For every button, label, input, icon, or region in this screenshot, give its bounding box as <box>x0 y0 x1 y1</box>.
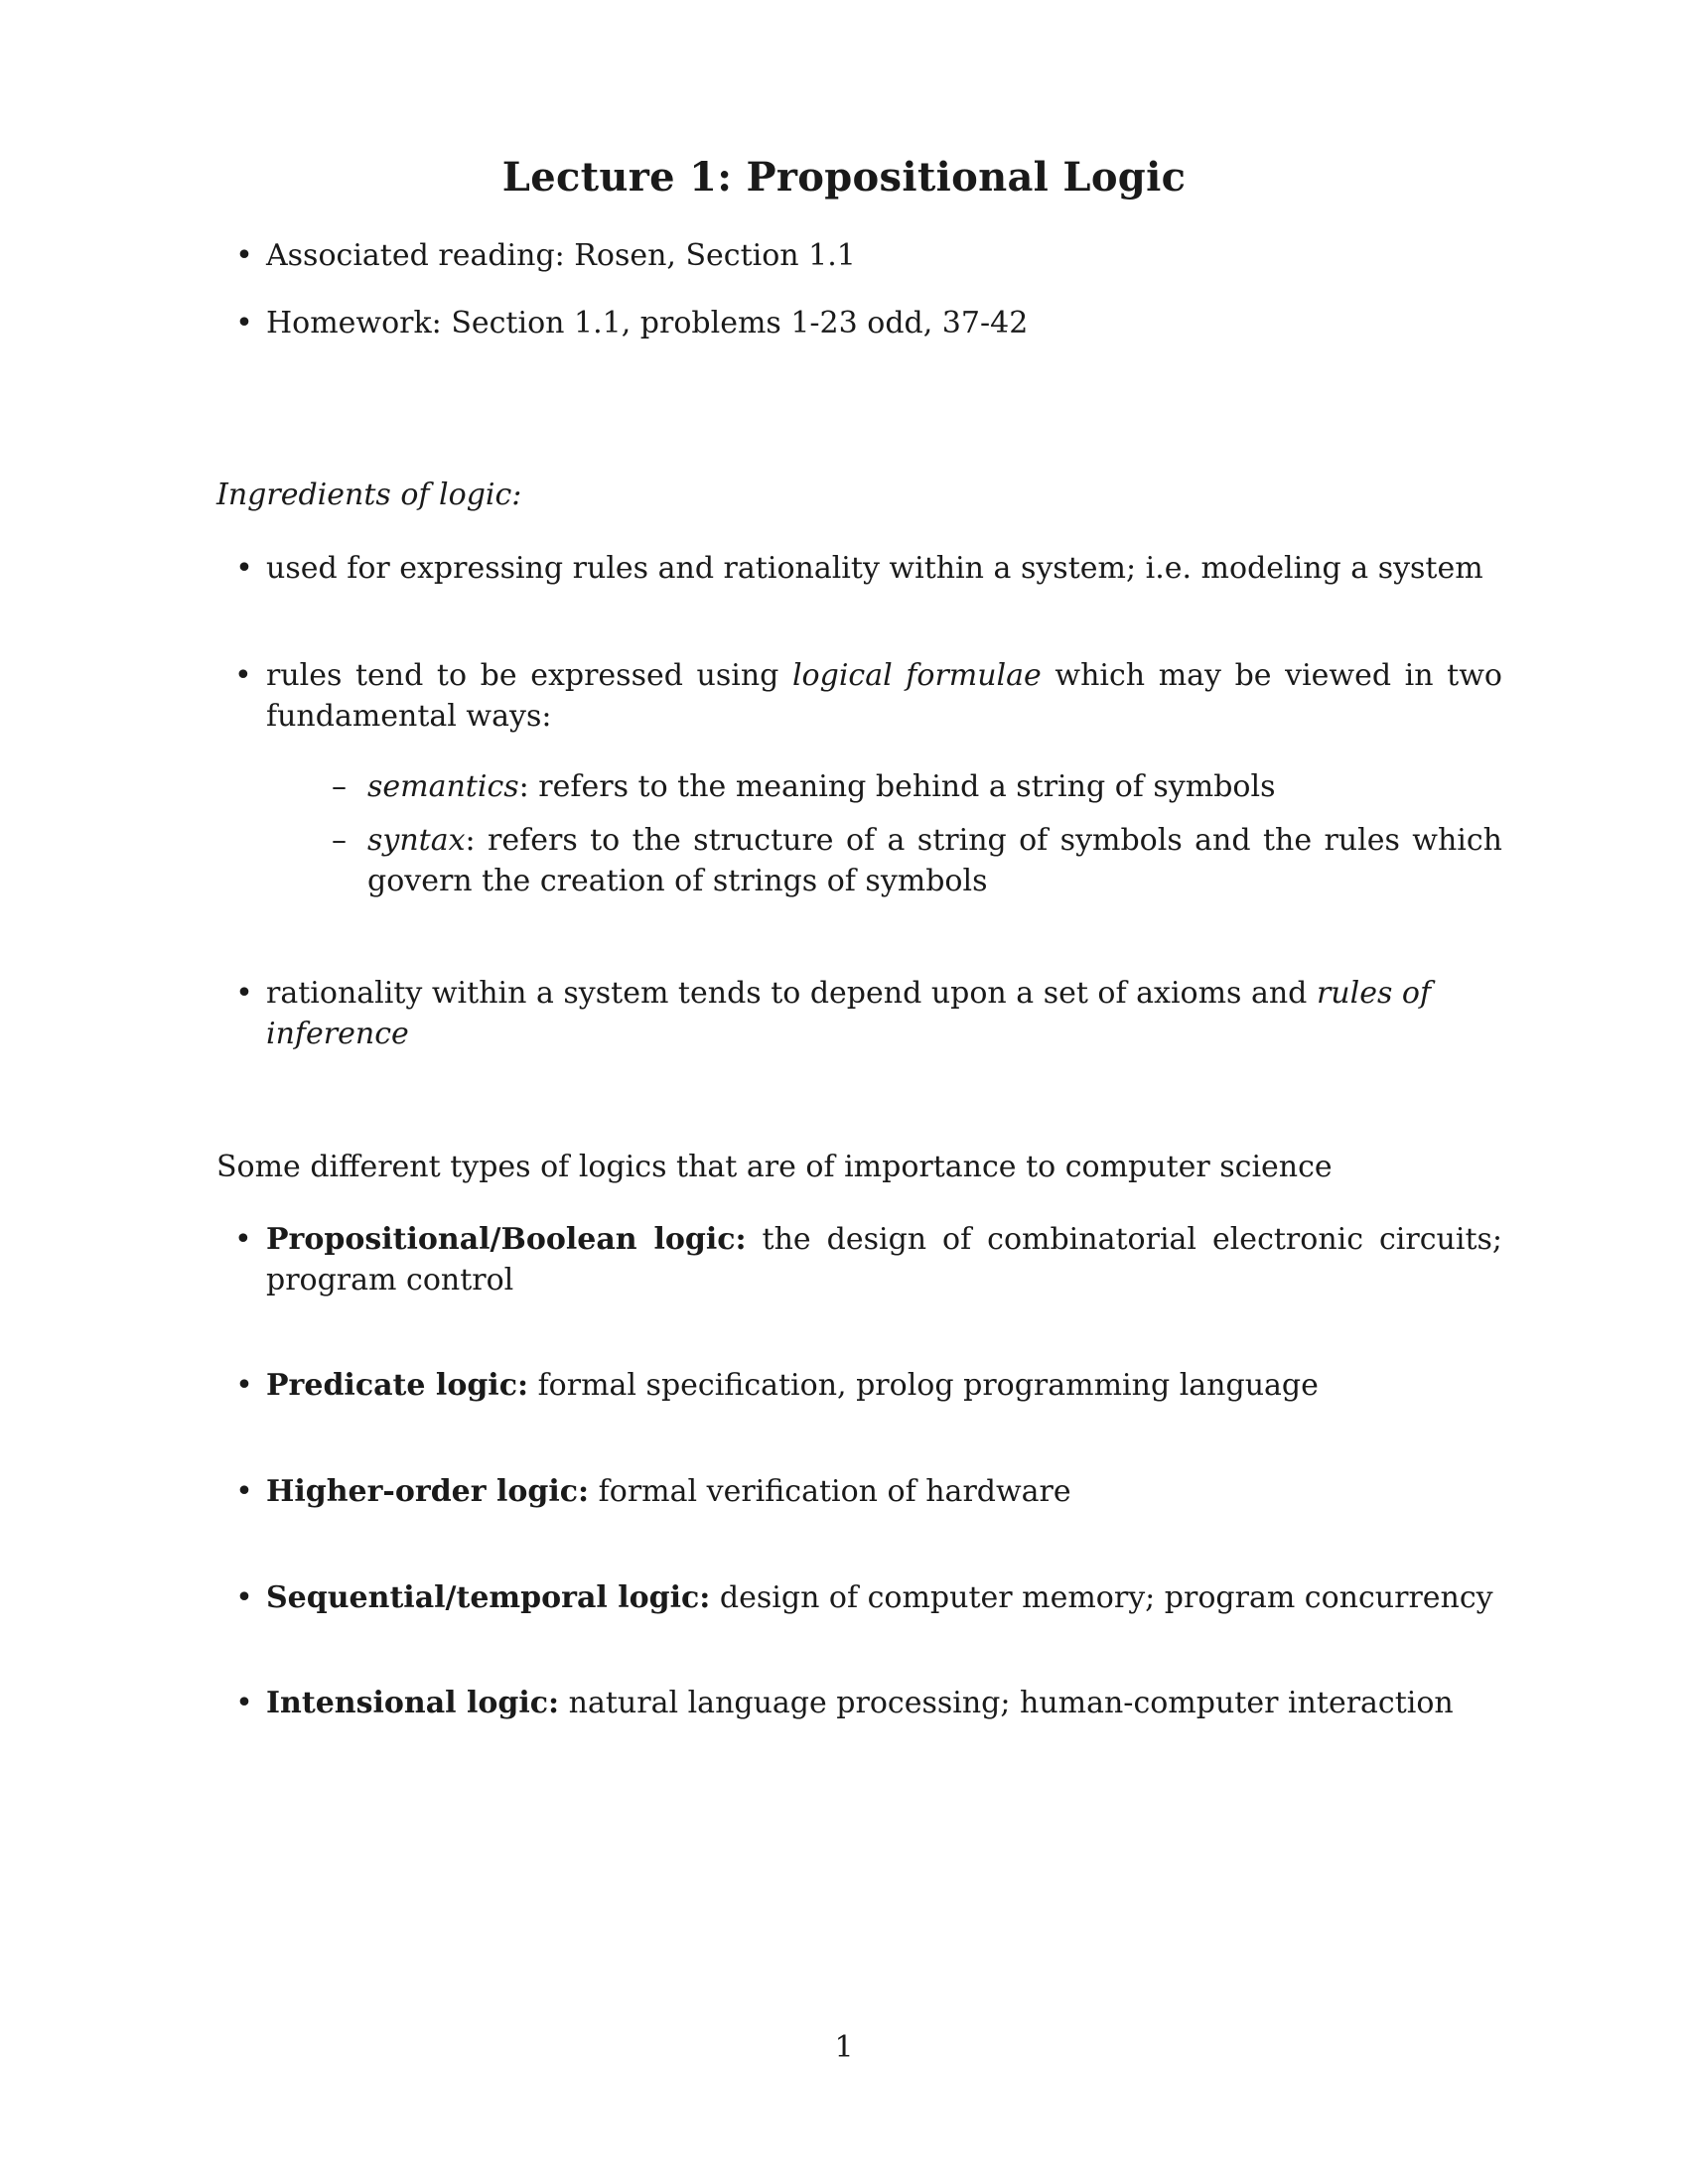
semantics-text: : refers to the meaning behind a string of symbols <box>518 769 1276 804</box>
bullet-dot: • <box>235 1474 253 1509</box>
logic-name: Higher-order logic: <box>266 1474 590 1509</box>
logic-name: Sequential/temporal logic: <box>266 1580 711 1615</box>
logic-desc: natural language processing; human-computer interaction <box>559 1686 1454 1720</box>
logic-desc: the design of combinatorial electronic circuits; program control <box>266 1222 1503 1297</box>
semantics-subitem <box>332 766 1509 807</box>
syntax-text: : refers to the structure of a string of symbols and the rules which govern the creation of strings of symbols <box>367 823 1502 898</box>
ingredients-item-3-before: rationality within a system tends to depend upon a set of axioms and <box>266 976 1317 1011</box>
syntax-subitem <box>332 820 1502 901</box>
homework-bullet <box>235 303 1507 343</box>
bullet-dot: • <box>235 1580 253 1615</box>
logic-item-propositional <box>234 1219 1503 1300</box>
ingredients-item-2 <box>234 655 1502 737</box>
logic-item-higher-order <box>235 1471 1507 1512</box>
rules-of-inference-term: rules of inference <box>266 976 1432 1051</box>
page-title: Lecture 1: Propositional Logic <box>501 154 1187 201</box>
semantics-term: semantics <box>367 769 519 804</box>
logic-item-sequential <box>235 1577 1507 1618</box>
logic-item-predicate <box>235 1365 1507 1406</box>
bullet-dot: • <box>235 238 253 273</box>
logic-name: Predicate logic: <box>266 1368 529 1403</box>
bullet-dot: • <box>235 306 253 341</box>
ingredients-item-1-text: used for expressing rules and rationality within a system; i.e. modeling a system <box>266 551 1483 586</box>
dash-marker: – <box>332 769 347 804</box>
bullet-dot: • <box>235 551 253 586</box>
ingredients-item-2-after: which may be viewed in two fundamental ways: <box>266 658 1502 734</box>
logic-desc: formal specification, prolog programming language <box>528 1368 1319 1403</box>
bullet-dot: • <box>235 1686 253 1720</box>
bullet-dot: • <box>234 658 252 693</box>
logic-desc: formal verification of hardware <box>589 1474 1071 1509</box>
bullet-dot: • <box>235 1368 253 1403</box>
reading-text: Associated reading: Rosen, Section 1.1 <box>266 238 856 273</box>
logics-heading: Some different types of logics that are of importance to computer science <box>216 1150 1333 1184</box>
ingredients-item-3 <box>235 973 1507 1054</box>
ingredients-item-2-before: rules tend to be expressed using <box>266 658 792 693</box>
logic-item-intensional <box>235 1683 1507 1723</box>
logical-formulae-term: logical formulae <box>791 658 1042 693</box>
logic-name: Intensional logic: <box>266 1686 560 1720</box>
logic-desc: design of computer memory; program concurrency <box>710 1580 1493 1615</box>
reading-bullet <box>235 235 1507 276</box>
ingredients-heading: Ingredients of logic: <box>216 478 522 512</box>
syntax-term: syntax <box>367 823 466 858</box>
page-number: 1 <box>834 2030 854 2065</box>
bullet-dot: • <box>234 1222 252 1257</box>
dash-marker: – <box>332 823 347 858</box>
logic-name: Propositional/Boolean logic: <box>266 1222 747 1257</box>
bullet-dot: • <box>235 976 253 1011</box>
ingredients-item-1 <box>235 548 1507 589</box>
homework-text: Homework: Section 1.1, problems 1-23 odd, 37-42 <box>266 306 1029 341</box>
